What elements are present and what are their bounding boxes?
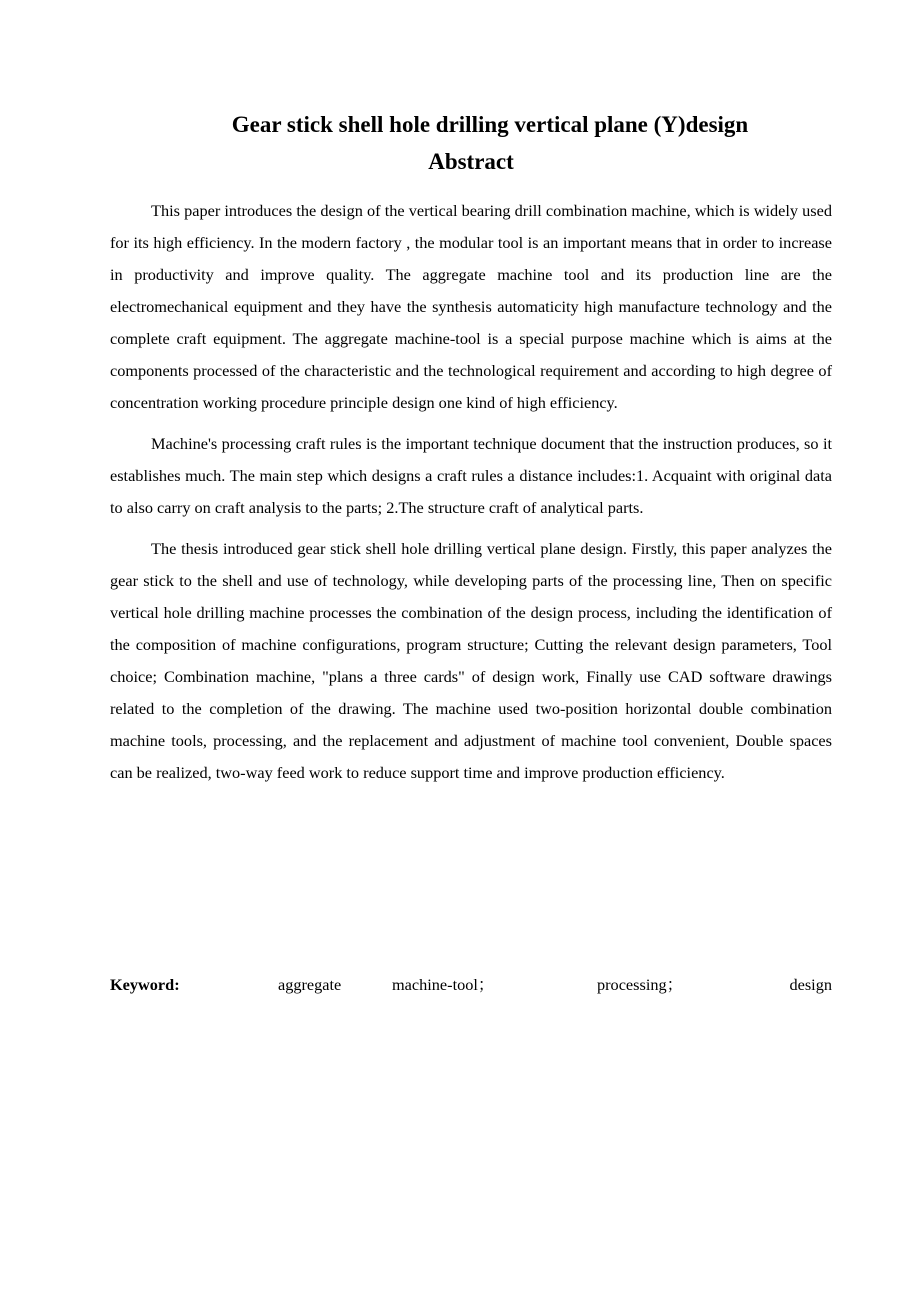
keyword-item: processing； [597, 975, 683, 994]
abstract-paragraph-3: The thesis introduced gear stick shell hole drilling vertical plane design. Firstly, this paper analyzes the gear stick to the shell and use of technology, while developing parts of the processing line, Then on specific vertical hole drilling machine processes the combination of the design process, including the identification of the composition of machine configurations, program structure; Cutting the relevant design parameters, Tool choice; Combination machine, "plans a three cards" of design work, Finally use CAD software drawings related to the completion of the drawing. The machine used two-position horizontal double combination machine tools, processing, and the replacement and adjustment of machine tool convenient, Double spaces can be realized, two-way feed work to reduce support time and improve production efficiency. [110, 539, 832, 782]
keywords-label: Keyword: [110, 975, 180, 994]
keyword-item: design [789, 975, 832, 994]
abstract-body [110, 195, 832, 798]
abstract-heading: Abstract [428, 149, 514, 174]
document-title: Gear stick shell hole drilling vertical plane (Y)design [231, 112, 749, 137]
keywords-line [110, 969, 832, 1001]
keyword-item: aggregate [278, 975, 342, 994]
abstract-paragraph-1: This paper introduces the design of the vertical bearing drill combination machine, which is widely used for its high efficiency. In the modern factory , the modular tool is an important means that in order to increase in productivity and improve quality. The aggregate machine tool and its production line are the electromechanical equipment and they have the synthesis automaticity high manufacture technology and the complete craft equipment. The aggregate machine-tool is a special purpose machine which is aims at the components processed of the characteristic and the technological requirement and according to high degree of concentration working procedure principle design one kind of high efficiency. [110, 201, 832, 412]
keyword-item: machine-tool； [392, 975, 495, 994]
abstract-paragraph-2: Machine's processing craft rules is the important technique document that the instruction produces, so it establishes much. The main step which designs a craft rules a distance includes:1. Acquaint with original data to also carry on craft analysis to the parts; 2.The structure craft of analytical parts. [110, 434, 832, 517]
